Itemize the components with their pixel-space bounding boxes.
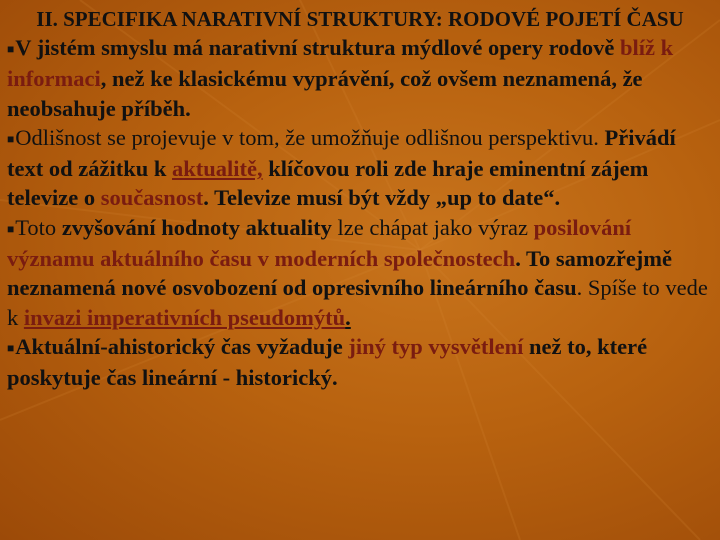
text-run: Aktuální-ahistorický čas vyžaduje: [15, 333, 349, 359]
text-run: .: [345, 304, 351, 330]
text-run: . To samozřejmě neznamená nové osvobození od opresivního lineárního času: [7, 246, 673, 301]
text-run: aktualitě,: [172, 156, 263, 182]
slide-title: II. SPECIFIKA NARATIVNÍ STRUKTURY: RODOVÉ POJETÍ ČASU: [36, 7, 684, 31]
text-run: lze chápat jako výraz: [331, 214, 534, 240]
bullet-marker: ■: [7, 221, 15, 236]
text-run: . Televize musí být vždy „up to date“.: [203, 185, 561, 211]
text-run: klíčovou roli zde hraje eminentní zájem televize o: [7, 156, 649, 211]
text-run: Odlišnost se projevuje v tom, že umožňuje odlišnou perspektivu.: [15, 124, 605, 150]
text-run: zvyšování hodnoty aktuality: [61, 214, 332, 240]
slide: [7, 6, 713, 393]
text-run: současnost: [100, 185, 204, 211]
text-run: . Spíše to vede k: [7, 275, 708, 330]
bullet-paragraph: [7, 123, 713, 213]
bullet-paragraph: [7, 213, 713, 332]
bullet-marker: ■: [7, 42, 15, 56]
text-run: Toto: [15, 214, 62, 240]
text-run: posilování významu aktuálního času v moderních společnostech: [7, 214, 632, 272]
text-run: jiný typ vysvětlení: [348, 333, 524, 359]
text-run: invazi imperativních pseudomýtů: [23, 304, 346, 330]
text-run: Přivádí text od zážitku k: [7, 124, 676, 182]
text-run: V jistém smyslu má narativní struktura mýdlové opery rodově: [15, 35, 621, 60]
bullet-paragraph: [7, 332, 713, 393]
text-run: , než ke klasickému vyprávění, což ovšem neznamená, že neobsahuje příběh.: [7, 66, 643, 121]
bullet-marker: ■: [7, 131, 15, 146]
slide-body: [7, 33, 713, 393]
bullet-marker: ■: [7, 340, 15, 355]
text-run: blíž k informaci: [7, 35, 674, 92]
bullet-paragraph: [7, 33, 713, 123]
text-run: než to, které poskytuje čas lineární - historický.: [7, 333, 648, 391]
